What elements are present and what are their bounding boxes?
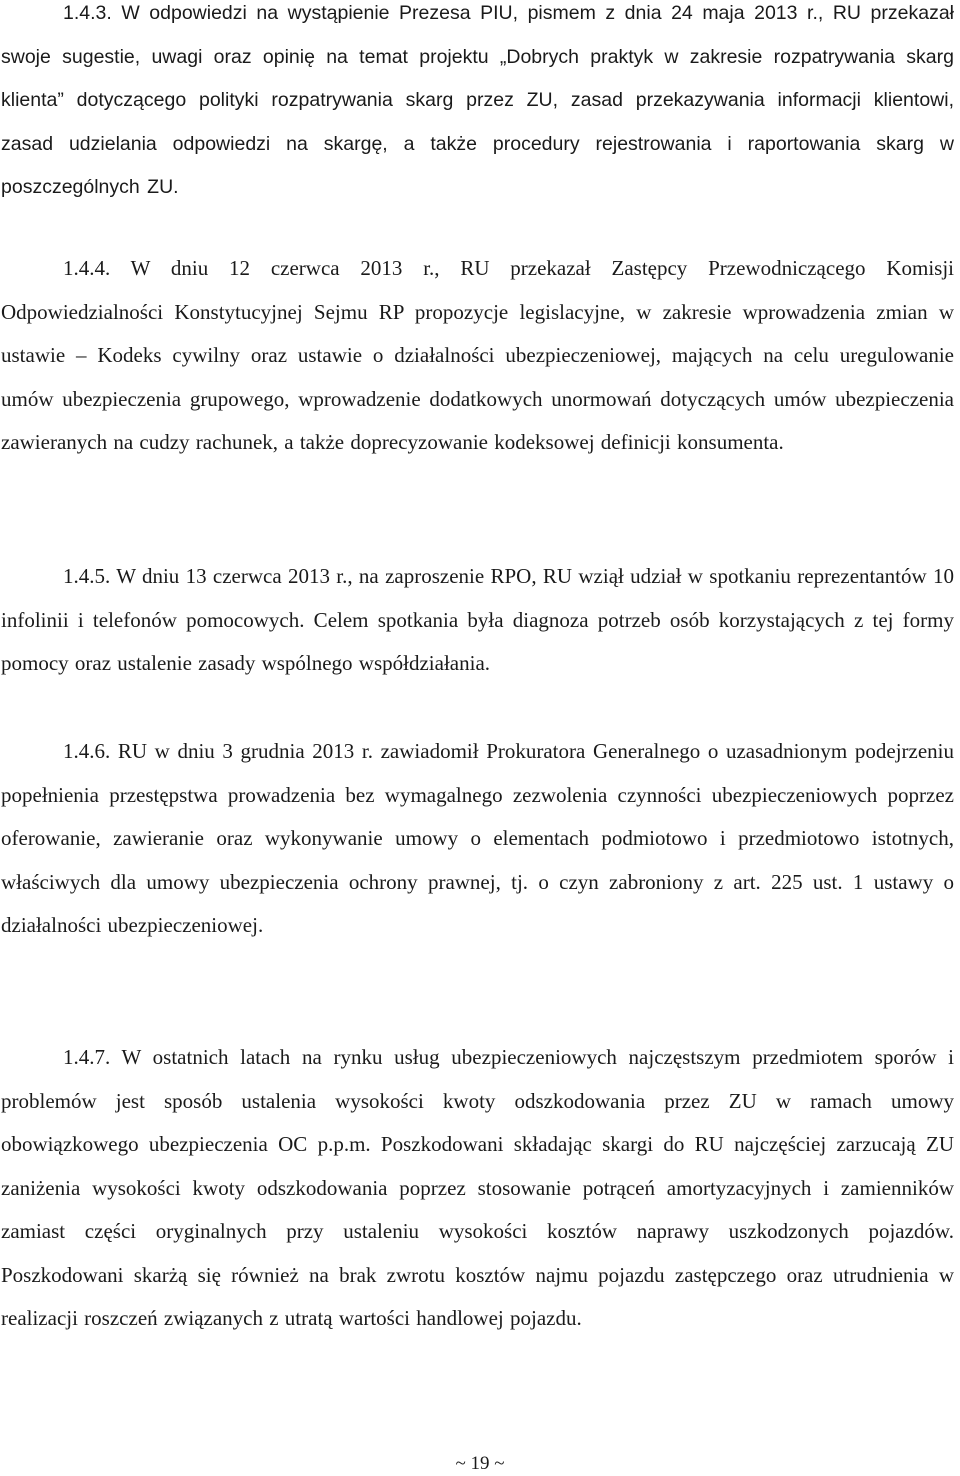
paragraph-1-4-6	[1, 730, 954, 948]
paragraph-text: W dniu 13 czerwca 2013 r., na zaproszenie RPO, RU wziął udział w spotkaniu reprezentantów 10 infolinii i telefonów pomocowych. Celem spotkania była diagnoza potrzeb osób korzystających z tej formy pomocy oraz ustalenie zasady wspólnego współdziałania.	[1, 564, 954, 675]
paragraph-text: W odpowiedzi na wystąpienie Prezesa PIU, pismem z dnia 24 maja 2013 r., RU przekazał swoje sugestie, uwagi oraz opinię na temat projektu „Dobrych praktyk w zakresie rozpatrywania skarg klienta” dotyczącego polityki rozpatrywania skarg przez ZU, zasad przekazywania informacji klientowi, zasad udzielania odpowiedzi na skargę, a także procedury rejestrowania i raportowania skarg w poszczególnych ZU.	[1, 2, 954, 198]
paragraph-text: W ostatnich latach na rynku usług ubezpieczeniowych najczęstszym przedmiotem sporów i problemów jest sposób ustalenia wysokości kwoty odszkodowania przez ZU w ramach umowy obowiązkowego ubezpieczenia OC p.p.m. Poszkodowani składając skargi do RU najczęściej zarzucają ZU zaniżenia wysokości kwoty odszkodowania poprzez stosowanie potrąceń amortyzacyjnych i zamienników zamiast części oryginalnych przy ustaleniu wysokości kosztów naprawy uszkodzonych pojazdów. Poszkodowani skarżą się również na brak zwrotu kosztów najmu pojazdu zastępczego oraz utrudnienia w realizacji roszczeń związanych z utratą wartości handlowej pojazdu.	[1, 1045, 954, 1330]
paragraph-1-4-5	[1, 555, 954, 686]
paragraph-number: 1.4.5.	[63, 564, 111, 588]
paragraph-1-4-4	[1, 247, 954, 465]
paragraph-number: 1.4.6.	[63, 739, 111, 763]
paragraph-number: 1.4.3.	[63, 2, 112, 24]
paragraph-number: 1.4.4.	[63, 256, 111, 280]
paragraph-number: 1.4.7.	[63, 1045, 111, 1069]
paragraph-1-4-3	[1, 0, 954, 210]
paragraph-text: RU w dniu 3 grudnia 2013 r. zawiadomił Prokuratora Generalnego o uzasadnionym podejrzeniu popełnienia przestępstwa prowadzenia bez wymagalnego zezwolenia czynności ubezpieczeniowych poprzez oferowanie, zawieranie oraz wykonywanie umowy o elementach podmiotowo i przedmiotowo istotnych, właściwych dla umowy ubezpieczenia ochrony prawnej, tj. o czyn zabroniony z art. 225 ust. 1 ustawy o działalności ubezpieczeniowej.	[1, 739, 954, 937]
paragraph-1-4-7	[1, 1036, 954, 1341]
paragraph-text: W dniu 12 czerwca 2013 r., RU przekazał Zastępcy Przewodniczącego Komisji Odpowiedzialności Konstytucyjnej Sejmu RP propozycje legislacyjne, w zakresie wprowadzenia zmian w ustawie – Kodeks cywilny oraz ustawie o działalności ubezpieczeniowej, mających na celu uregulowanie umów ubezpieczenia grupowego, wprowadzenie dodatkowych unormowań dotyczących umów ubezpieczenia zawieranych na cudzy rachunek, a także doprecyzowanie kodeksowej definicji konsumenta.	[1, 256, 954, 454]
page-number: ~ 19 ~	[455, 1453, 505, 1474]
